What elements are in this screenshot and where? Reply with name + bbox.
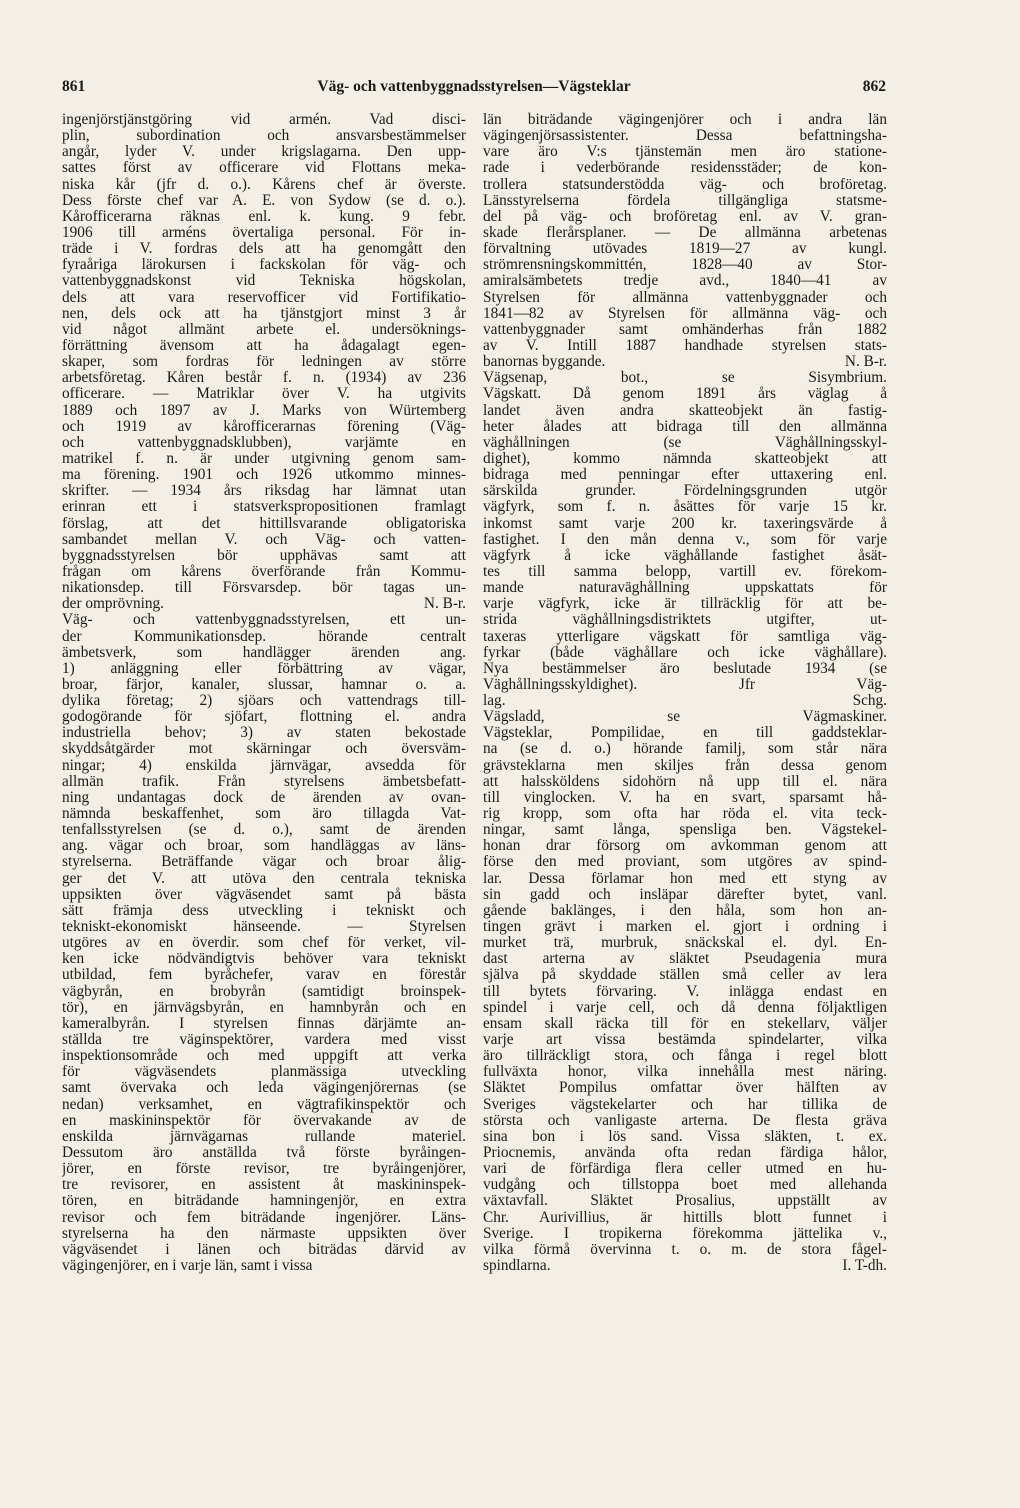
text-line: honan drar försorg om avkomman genom att [483,838,887,855]
text-line: Chr. Aurivillius, är hittills blott funnet i [483,1209,887,1226]
text-line: broar, färjor, kanaler, slussar, hamnar o. a. [62,676,466,693]
text-line: lar. Dessa förlamar hon med ett styng av [483,870,887,887]
text-line: utbildad, fem byråchefer, varav en förestår [62,967,466,984]
text-line: trollera statsunderstödda väg- och broföretag. [483,176,887,193]
running-title: Väg- och vattenbyggnadsstyrelsen—Vägsteklar [317,78,631,95]
text-line: Priocnemis, använda ofta redan färdiga hålor, [483,1145,887,1161]
text-line: skaper, som fordras för ledningen av större [62,354,466,371]
text-line: nikationsdep. till Försvarsdep. bör tagas un- [62,580,466,597]
text-line: heter ålades att bidraga till den allmänna [483,418,887,435]
text-line: sina bon i lös sand. Vissa släkten, t. ex. [483,1128,887,1145]
text-line: förslag, att det hittillsvarande obligatoriska [62,515,466,532]
text-line: allmän trafik. Från styrelsens ämbetsbefatt- [62,773,466,790]
text-line: sin gadd och insläpar därefter bytet, vanl. [483,886,887,903]
text-line: taxeras ytterligare vägskatt för samtliga väg- [483,628,887,645]
text-line: Väghållningsskyldighet). Jfr Väg- [483,676,887,693]
text-line: vari de förfärdiga flera celler utmed en hu- [483,1161,887,1178]
right-column [483,112,887,1274]
text-line: strömrensningskommittén, 1828—40 av Stor- [483,257,887,274]
text-line: vilka förmå övervinna t. o. m. de stora fågel- [483,1241,887,1258]
text-line: växtavfall. Släktet Prosalius, uppställt av [483,1193,887,1210]
text-line: uppsikten över vägväsendet samt på bästa [62,886,466,903]
text-line: rade i vederbörande residensstäder; de kon- [483,160,887,177]
text-line: till bytets förvaring. V. inlägga endast en [483,983,887,1000]
text-line: sambandet mellan V. och Väg- och vatten- [62,531,466,548]
text-line: tören, en biträdande hamningenjör, en extra [62,1193,466,1210]
text-line: för vägväsendets planmässiga utveckling [62,1064,466,1081]
text-line: 1841—82 av Styrelsen för allmänna väg- och [483,305,887,322]
text-line: ningar, samt långa, spensliga ben. Vägstekel- [483,822,887,839]
text-line: officerare. — Matriklar över V. ha utgivits [62,386,466,403]
text-line: tes till samma belopp, vartill ev. förekom- [483,563,887,580]
text-line: rig kropp, som ofta har röda el. vita teck- [483,806,887,823]
text-line: nen, dels ock att ha tjänstgjort minst 3 år [62,305,466,322]
text-line: Släktet Pompilus omfattar över hälften av [483,1080,887,1097]
text-line: Dessutom äro anställda två förste byråingen- [62,1145,466,1161]
text-line: vägingenjörer, en i varje län, samt i vissa [62,1257,313,1274]
text-line: utgöres av en överdir. som chef för verket, vil- [62,935,466,952]
text-line: ningar; 4) enskilda järnvägar, avsedda för [62,757,466,774]
text-line: byggnadsstyrelsen bör upphävas samt att [62,547,466,564]
text-line: Väg- och vattenbyggnadsstyrelsen, ett un- [62,612,466,629]
text-line: frågan om kårens överförande från Kommu- [62,563,466,580]
text-line: en maskininspektör för övervakande av de [62,1112,466,1129]
text-line: förrättning ävensom att ha ådagalagt egen- [62,337,466,354]
text-line: fyraåriga lärokursen i fackskolan för väg- och [62,257,466,274]
text-line: grävsteklarna men skiljes från dessa genom [483,757,887,774]
text-line: spindel i varje cell, och då denna följaktligen [483,999,887,1016]
text-line: niska kår (jfr d. o.). Kårens chef är överste. [62,176,466,193]
text-line: matrikel f. n. är under utgivning genom sam- [62,450,466,467]
text-line: vattenbyggnadskonst vid Tekniska högskolan, [62,273,466,290]
text-line: vägbyrån, en brobyrån (samtidigt broinspek- [62,983,466,1000]
text-line: tre revisorer, en assistent åt maskininspek- [62,1177,466,1194]
text-line: Vägsenap, bot., se Sisymbrium. [483,370,887,387]
text-line: nämnda beskaffenhet, som äro tillagda Vat- [62,806,466,823]
text-line: angår, lyder V. under krigslagarna. Den upp- [62,144,466,161]
text-line: vid något allmänt arbete el. undersöknings- [62,321,466,338]
text-line: ämbetsverk, som handlägger ärenden ang. [62,644,466,661]
text-line: tekniskt-ekonomiskt hänseende. — Styrelsen [62,919,466,936]
text-line: dels att vara reservofficer vid Fortifikatio- [62,289,466,306]
text-line: träde i V. fordras dels att ha genomgått den [62,241,466,258]
text-line: fullväxta honor, vilka innehålla mest näring. [483,1064,887,1081]
text-line: äro tillräckligt stora, och fånga i regel blott [483,1048,887,1065]
text-line: tingen grävt i marken el. gjort i ordning i [483,919,887,936]
text-line: av V. Intill 1887 handhade styrelsen stats- [483,337,887,354]
text-line: ger det V. att utöva den centrala tekniska [62,870,466,887]
text-line: ingenjörstjänstgöring vid armén. Vad disci- [62,112,466,128]
text-line: dighet), kommo nämnda skatteobjekt att [483,450,887,467]
text-line: strida väghållningsdistriktets utgifter, ut- [483,612,887,629]
text-line: förvaltning utövades 1819—27 av kungl. [483,241,887,258]
text-line: 1906 till arméns övertaliga personal. För in- [62,224,466,241]
text-line: Styrelsen för allmänna vattenbyggnader och [483,289,887,306]
text-line: styrelserna. Beträffande vägar och broar ålig- [62,854,466,871]
text-line: ken icke nödvändigtvis behöver vara tekniskt [62,951,466,968]
text-line: enskilda järnvägarnas rullande materiel. [62,1128,466,1145]
text-line: själva på skyddade ställen små celler av lera [483,967,887,984]
text-line: amiralsämbetets tredje avd., 1840—41 av [483,273,887,290]
text-line: landet även andra skatteobjekt än fastig- [483,402,887,419]
text-line: väghållningen (se Väghållningsskyl- [483,434,887,451]
text-line: största och vanligaste arterna. De flesta gräva [483,1112,887,1129]
text-line: vudgång och tillstoppa boet med allehanda [483,1177,887,1194]
text-line: och vattenbyggnadsklubben), varjämte en [62,434,466,451]
text-line: att halssköldens sidohörn nå upp till el. nära [483,773,887,790]
text-line: fyrkar (både väghållare och icke väghållare). [483,644,887,661]
text-line: industriella behov; 3) av staten bekostade [62,725,466,742]
text-line: Vägsteklar, Pompilidae, en till gaddsteklar- [483,725,887,742]
text-line: län biträdande vägingenjörer och i andra län [483,112,887,128]
text-line: sattes först av officerare vid Flottans meka- [62,160,466,177]
text-line: fastighet. I den mån denna v., som för varje [483,531,887,548]
text-line: 1) anläggning eller förbättring av vägar, [62,660,466,677]
text-line: ställda tre väginspektörer, vardera med visst [62,1032,466,1049]
text-line: skade flerårsplaner. — De allmänna arbetenas [483,224,887,241]
text-line: jörer, en förste revisor, tre byråingenjörer, [62,1161,466,1178]
text-line: varje vägfyrk, icke är tillräcklig för att be- [483,596,887,613]
text-line: inkomst samt varje 200 kr. taxeringsvärde å [483,515,887,532]
text-line: lag. Schg. [483,693,887,710]
text-line: ensam skall räcka till för en stekellarv, väljer [483,1015,887,1032]
text-line: ma förening. 1901 och 1926 utkommo minnes- [62,467,466,484]
text-line: godogörande för sjöfart, flottning el. andra [62,709,466,726]
text-line: varje art vissa bestämda spindelarter, vilka [483,1032,887,1049]
text-line: revisor och fem biträdande ingenjörer. Läns- [62,1209,466,1226]
text-line: Länsstyrelserna fördela tillgängliga statsme- [483,192,887,209]
left-column [62,112,466,1274]
page-number-left: 861 [62,78,86,95]
text-line: vägingenjörsassistenter. Dessa befattningsha- [483,128,887,145]
text-line: vare äro V:s tjänstemän men äro statione- [483,144,887,161]
text-line: Kårofficerarna räknas enl. k. kung. 9 febr. [62,208,466,225]
text-line: 1889 och 1897 av J. Marks von Würtemberg [62,402,466,419]
text-line: inspektionsområde och med uppgift att verka [62,1048,466,1065]
text-line: bidraga med penningar efter uttaxering enl. [483,467,887,484]
text-line: del på väg- och broföretag enl. av V. gran- [483,208,887,225]
text-line: mande naturaväghållning uppskattats för [483,580,887,597]
text-line: vägfyrk, som f. n. åsättes för varje 15 kr. [483,499,887,516]
text-line: spindlarna. I. T-dh. [483,1257,887,1274]
text-line: kameralbyrån. I styrelsen finnas därjämte an- [62,1015,466,1032]
text-line: vägväsendet i länen och biträdas därvid av [62,1241,466,1258]
text-line: sätt främja dess utveckling i tekniskt och [62,902,466,919]
text-line: na (se d. o.) hörande familj, som står nära [483,741,887,758]
text-line: Dess förste chef var A. E. von Sydow (se d. o.). [62,192,466,209]
text-line: ang. vägar och broar, som handläggas av läns- [62,838,466,855]
text-line: tenfallsstyrelsen (se d. o.), samt de ärenden [62,822,466,839]
text-line: nedan) verksamhet, en vägtrafikinspektör och [62,1096,466,1113]
text-line: gående baklänges, i den håla, som hon an- [483,902,887,919]
text-line: Nya bestämmelser äro beslutade 1934 (se [483,660,887,677]
text-line: särskilda grunder. Fördelningsgrunden utgör [483,483,887,500]
text-line: dylika företag; 2) sjöars och vattendrags till- [62,693,466,710]
text-line: styrelserna ha den närmaste uppsikten över [62,1225,466,1242]
text-line: der omprövning. N. B-r. [62,596,466,613]
text-line: Vägsladd, se Vägmaskiner. [483,709,887,726]
text-line: plin, subordination och ansvarsbestämmelser [62,128,466,145]
page-number-right: 862 [862,78,886,95]
text-line: skrifter. — 1934 års riksdag har lämnat utan [62,483,466,500]
text-line: ning undantagas dock de ärenden av ovan- [62,789,466,806]
page-header [62,78,886,102]
text-line: samt övervaka och leda vägingenjörernas (se [62,1080,466,1097]
text-line: arbetsföretag. Kåren består f. n. (1934) av 236 [62,370,466,387]
text-line: der Kommunikationsdep. hörande centralt [62,628,466,645]
text-line: dast arterna av släktet Pseudagenia mura [483,951,887,968]
text-line: tör), en järnvägsbyrån, en hamnbyrån och en [62,999,466,1016]
text-line: till vinglocken. V. ha en svart, sparsamt hå- [483,789,887,806]
text-line: skyddsåtgärder mot skärningar och översväm- [62,741,466,758]
text-line: Sverige. I tropikerna förekomma jättelika v., [483,1225,887,1242]
text-line: förse den med proviant, som utgöres av spind- [483,854,887,871]
text-line: och 1919 av kårofficerarnas förening (Väg- [62,418,466,435]
text-line: murket trä, murbruk, snäckskal el. dyl. En- [483,935,887,952]
text-line: banornas byggande. N. B-r. [483,354,887,371]
text-line: erinran ett i statsverkspropositionen framlagt [62,499,466,516]
text-line: vattenbyggnader samt omhänderhas från 1882 [483,321,887,338]
text-line: Sveriges vägstekelarter och har tillika de [483,1096,887,1113]
text-line: vägfyrk å icke väghållande fastighet åsät- [483,547,887,564]
text-line: Vägskatt. Då genom 1891 års väglag å [483,386,887,403]
